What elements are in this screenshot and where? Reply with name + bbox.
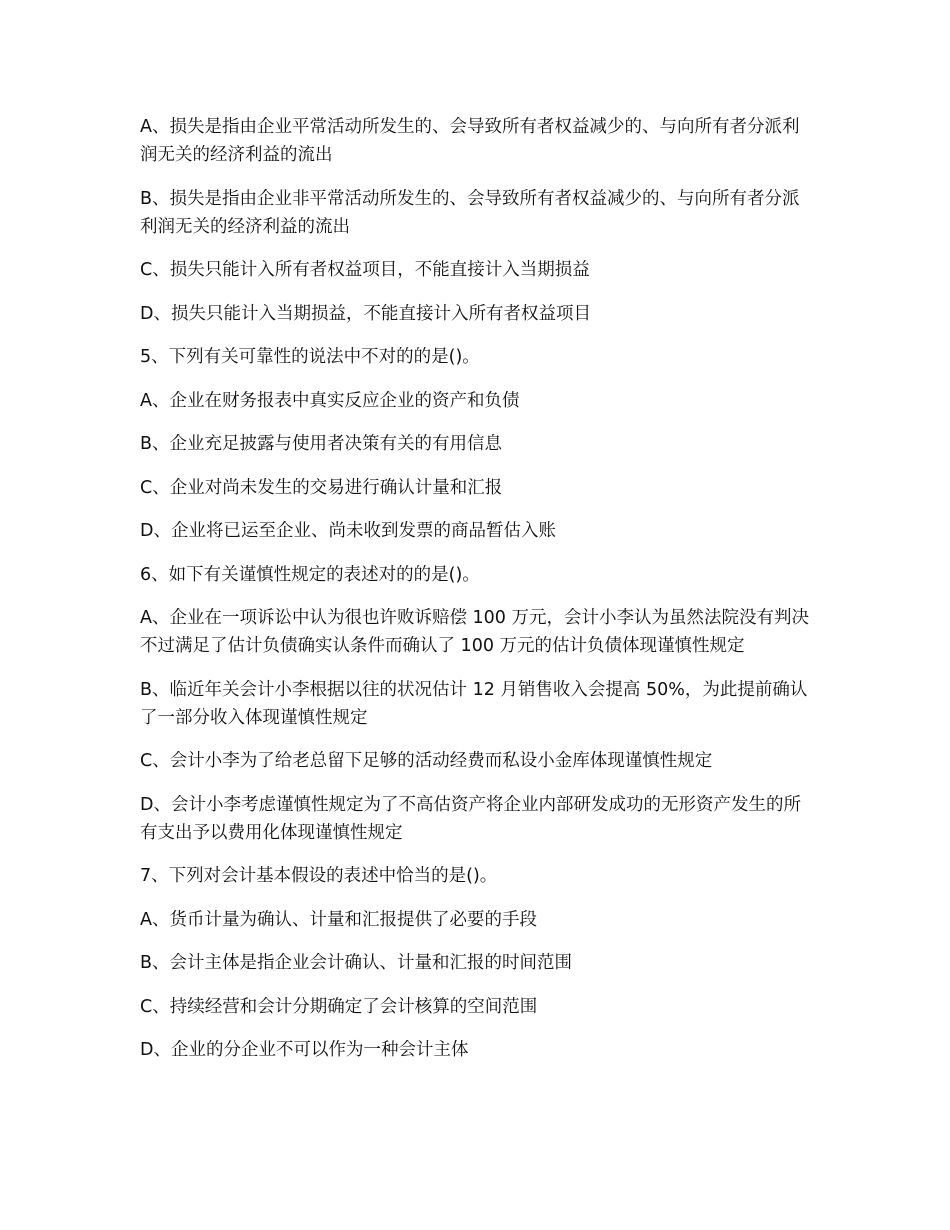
option-b-q7: B、会计主体是指企业会计确认、计量和汇报的时间范围 [140,953,573,973]
document-body [140,113,812,1080]
option-c-q6: C、会计小李为了给老总留下足够的活动经费而私设小金库体现谨慎性规定 [140,751,713,771]
option-b-q4: B、损失是指由企业非平常活动所发生的、会导致所有者权益减少的、与向所有者分派利润无关的经济利益的流出 [140,188,800,237]
option-d-q6: D、会计小李考虑谨慎性规定为了不高估资产将企业内部研发成功的无形资产发生的所有支出予以费用化体现谨慎性规定 [140,794,801,843]
question-7: 7、下列对会计基本假设的表述中恰当的是()。 [140,866,498,886]
option-c-q4: C、损失只能计入所有者权益项目，不能直接计入当期损益 [140,260,590,280]
option-b-q5: B、企业充足披露与使用者决策有关的有用信息 [140,434,503,454]
option-c-q5: C、企业对尚未发生的交易进行确认计量和汇报 [140,477,503,498]
option-a-q6: A、企业在一项诉讼中认为很也许败诉赔偿 100 万元，会计小李认为虽然法院没有判决不过满足了估计负债确实认条件而确认了 100 万元的估计负债体现谨慎性规定 [140,608,809,656]
option-a-q7: A、货币计量为确认、计量和汇报提供了必要的手段 [140,909,537,930]
option-d-q5: D、企业将已运至企业、尚未收到发票的商品暂估入账 [140,521,556,541]
option-d-q7: D、企业的分企业不可以作为一种会计主体 [140,1040,469,1060]
question-6: 6、如下有关谨慎性规定的表述对的的是()。 [140,564,480,585]
option-b-q6: B、临近年关会计小李根据以往的状况估计 12 月销售收入会提高 50%，为此提前确认了一部分收入体现谨慎性规定 [140,679,808,728]
option-a-q5: A、企业在财务报表中真实反应企业的资产和负债 [140,390,520,411]
option-c-q7: C、持续经营和会计分期确定了会计核算的空间范围 [140,996,538,1017]
question-5: 5、下列有关可靠性的说法中不对的的是()。 [140,347,480,367]
option-d-q4: D、损失只能计入当期损益，不能直接计入所有者权益项目 [140,303,591,324]
option-a-q4: A、损失是指由企业平常活动所发生的、会导致所有者权益减少的、与向所有者分派利润无关的经济利益的流出 [140,117,800,165]
